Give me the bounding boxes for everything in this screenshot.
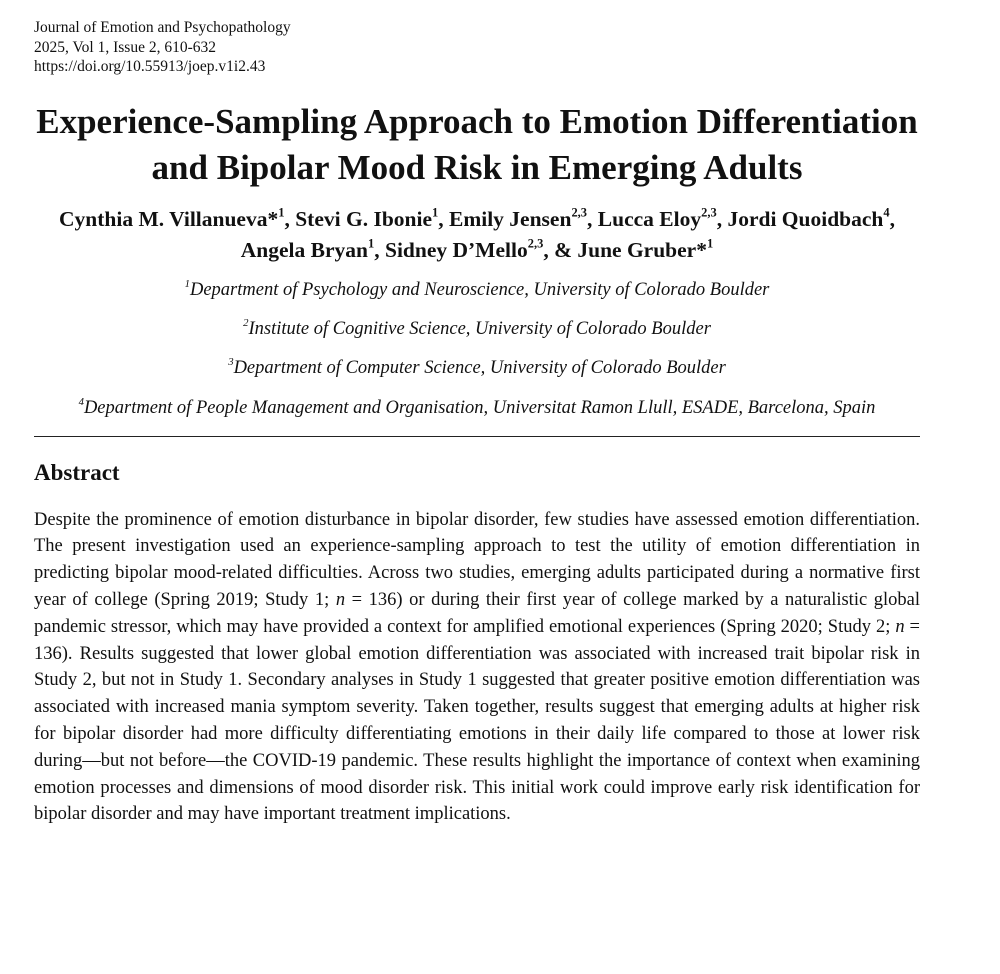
author: Stevi G. Ibonie$^1$ bbox=[295, 205, 439, 231]
author: June Gruber*$^1$ bbox=[577, 236, 714, 262]
journal-volume: 2025, Vol 1, Issue 2, 610-632 bbox=[34, 38, 216, 56]
author: Lucca Eloy$^{2,3}$ bbox=[597, 205, 717, 231]
abstract-heading: Abstract bbox=[34, 459, 120, 485]
journal-doi: https://doi.org/10.55913/joep.v1i2.43 bbox=[34, 58, 266, 75]
paper-title: Experience-Sampling Approach to Emotion Differentiation and Bipolar Mood Risk in Emerging Adults bbox=[36, 101, 918, 187]
affiliation-list bbox=[34, 277, 920, 422]
abstract-body: Despite the prominence of emotion disturbance in bipolar disorder, few studies have assessed emotion differentiation. The present investigation used an experience-sampling approach to test the utility of emotion differentiation in predicting bipolar mood-related difficulties. Across two studies, emerging adults participated during a normative first year of college (Spring 2019; Study 1; n = 136) or during their first year of college marked by a naturalistic global pandemic stressor, which may have provided a context for amplified emotional experiences (Spring 2020; Study 2; n = 136). Results suggested that lower global emotion differentiation was associated with increased trait bipolar risk in Study 2, but not in Study 1. Secondary analyses in Study 1 suggested that greater positive emotion differentiation was associated with increased mania symptom severity. Taken together, results suggest that emerging adults at higher risk for bipolar disorder had more difficulty differentiating emotions in their daily life compared to those at lower risk during—but not before—the COVID-19 pandemic. These results highlight the importance of context when examining emotion processes and dimensions of mood disorder risk. This initial work could improve early risk identification for bipolar disorder and may have important treatment implications. bbox=[34, 509, 920, 825]
author: Emily Jensen$^{2,3}$ bbox=[448, 205, 588, 231]
affiliation: $^4$Department of People Management and Organisation, Universitat Ramon Llull, ESADE, Barcelona, Spain bbox=[78, 395, 876, 418]
affiliation: $^2$Institute of Cognitive Science, University of Colorado Boulder bbox=[243, 316, 711, 339]
author: Jordi Quoidbach$^4$ bbox=[727, 205, 890, 231]
journal-name: Journal of Emotion and Psychopathology bbox=[34, 19, 291, 36]
paper-page bbox=[34, 18, 920, 847]
author: Sidney D’Mello$^{2,3}$ bbox=[384, 236, 544, 262]
author: Cynthia M. Villanueva*$^1$ bbox=[59, 205, 285, 231]
journal-info bbox=[34, 18, 920, 77]
section-divider bbox=[34, 436, 920, 437]
affiliation: $^3$Department of Computer Science, University of Colorado Boulder bbox=[228, 355, 726, 378]
affiliation: $^1$Department of Psychology and Neuroscience, University of Colorado Boulder bbox=[184, 277, 770, 300]
author: Angela Bryan$^1$ bbox=[240, 236, 375, 262]
author-list: Cynthia M. Villanueva*$^1$, Stevi G. Ibonie$^1$, Emily Jensen$^{2,3}$, Lucca Eloy$^{2,3}$, Jordi Quoidbach$^4$, Angela Bryan$^1$, Sidney D’Mello$^{2,3}$, & June Gruber*$^1$ bbox=[59, 205, 895, 262]
